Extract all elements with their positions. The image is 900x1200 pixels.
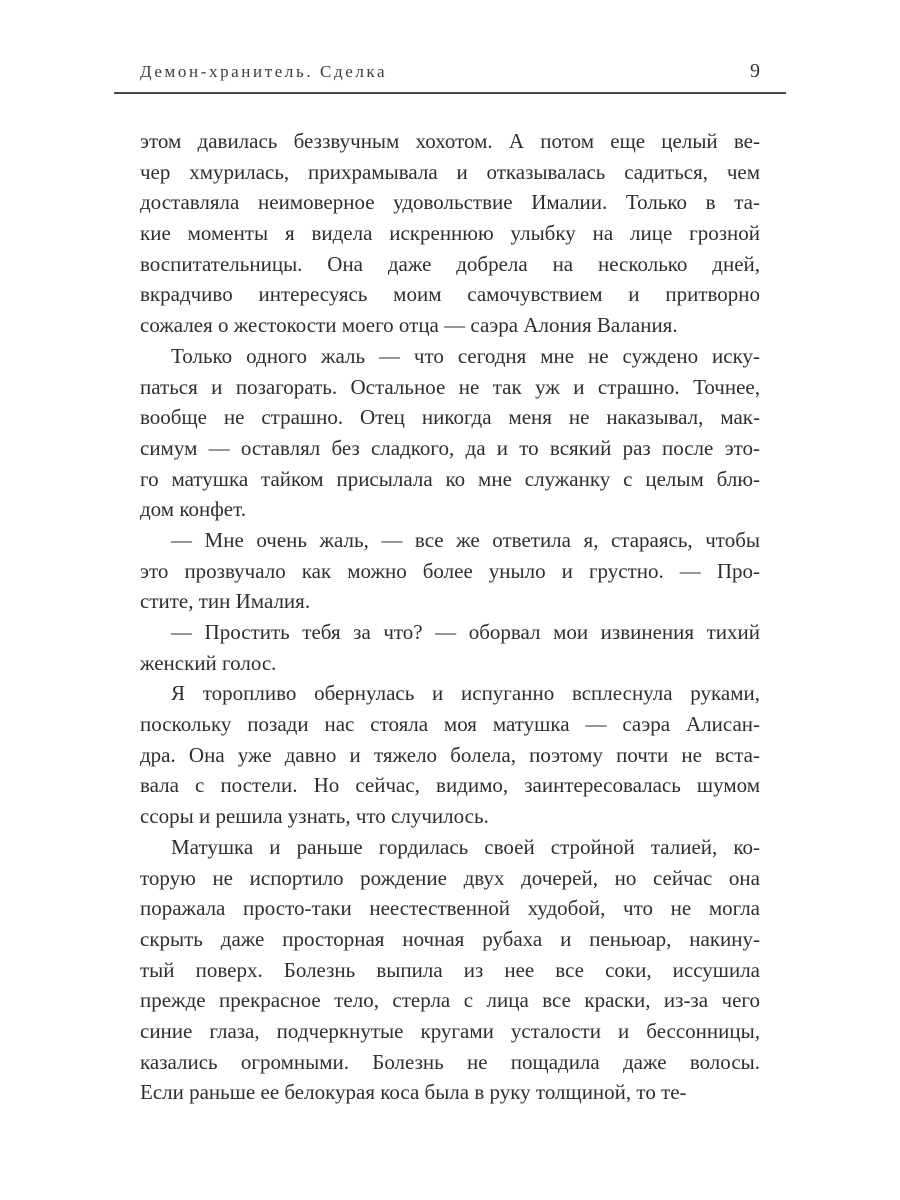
text-line: это прозвучало как можно более уныло и грустно. — Про- (140, 558, 760, 583)
text-line: го матушка тайком присылала ко мне служанку с целым блю- (140, 466, 760, 491)
text-line: доставляла неимоверное удовольствие Ималии. Только в та- (140, 190, 760, 215)
paragraph (140, 525, 760, 617)
text-line: Только одного жаль — что сегодня мне не суждено иску- (171, 343, 760, 368)
text-line: тый поверх. Болезнь выпила из нее все соки, иссушила (140, 957, 760, 982)
paragraph (140, 617, 760, 678)
text-line: вала с постели. Но сейчас, видимо, заинтересовалась шумом (140, 773, 760, 798)
text-block (140, 126, 760, 1108)
text-line: торую не испортило рождение двух дочерей, но сейчас она (140, 865, 760, 890)
text-line: женский голос. (140, 650, 277, 675)
text-line: паться и позагорать. Остальное не так уж и страшно. Точнее, (140, 374, 760, 399)
text-line: вообще не страшно. Отец никогда меня не наказывал, мак- (140, 405, 760, 430)
text-line: этом давилась беззвучным хохотом. А потом еще целый ве- (140, 129, 760, 153)
text-line: казались огромными. Болезнь не пощадила даже волосы. (140, 1049, 760, 1074)
header-rule (114, 92, 786, 94)
text-line: Я торопливо обернулась и испуганно всплеснула руками, (171, 681, 760, 706)
text-line: скрыть даже просторная ночная рубаха и пеньюар, накину- (140, 926, 760, 951)
text-line: — Мне очень жаль, — все же ответила я, стараясь, чтобы (171, 527, 760, 552)
paragraph (140, 126, 760, 341)
text-line: дра. Она уже давно и тяжело болела, поэтому почти не вста- (140, 742, 760, 767)
text-line: сожалея о жестокости моего отца — саэра Алония Валания. (140, 313, 678, 338)
text-line: вкрадчиво интересуясь моим самочувствием и притворно (140, 282, 760, 307)
text-line: ссоры и решила узнать, что случилось. (140, 804, 489, 829)
paragraph (140, 678, 760, 831)
text-line: кие моменты я видела искреннюю улыбку на лице грозной (140, 221, 760, 246)
running-title: Демон-хранитель. Сделка (140, 62, 388, 81)
text-line: поражала просто-таки неестественной худобой, что не могла (140, 896, 760, 921)
text-line: Матушка и раньше гордилась своей стройной талией, ко- (171, 834, 760, 859)
text-line: дом конфет. (140, 497, 246, 522)
text-line: поскольку позади нас стояла моя матушка — саэра Алисан- (140, 712, 760, 737)
running-head (140, 60, 760, 83)
text-line: воспитательницы. Она даже добрела на несколько дней, (140, 251, 760, 276)
text-line: Если раньше ее белокурая коса была в руку толщиной, то те- (140, 1080, 687, 1105)
text-line: — Простить тебя за что? — оборвал мои извинения тихий (171, 620, 760, 644)
paragraph (140, 832, 760, 1108)
text-line: прежде прекрасное тело, стерла с лица все краски, из-за чего (140, 988, 760, 1013)
text-line: чер хмурилась, прихрамывала и отказывалась садиться, чем (140, 159, 760, 184)
paragraph (140, 341, 760, 525)
text-line: синие глаза, подчеркнутые кругами усталости и бессонницы, (140, 1018, 760, 1043)
text-line: стите, тин Ималия. (140, 589, 311, 614)
page-number: 9 (750, 60, 760, 82)
text-line: симум — оставлял без сладкого, да и то всякий раз после это- (140, 435, 760, 460)
